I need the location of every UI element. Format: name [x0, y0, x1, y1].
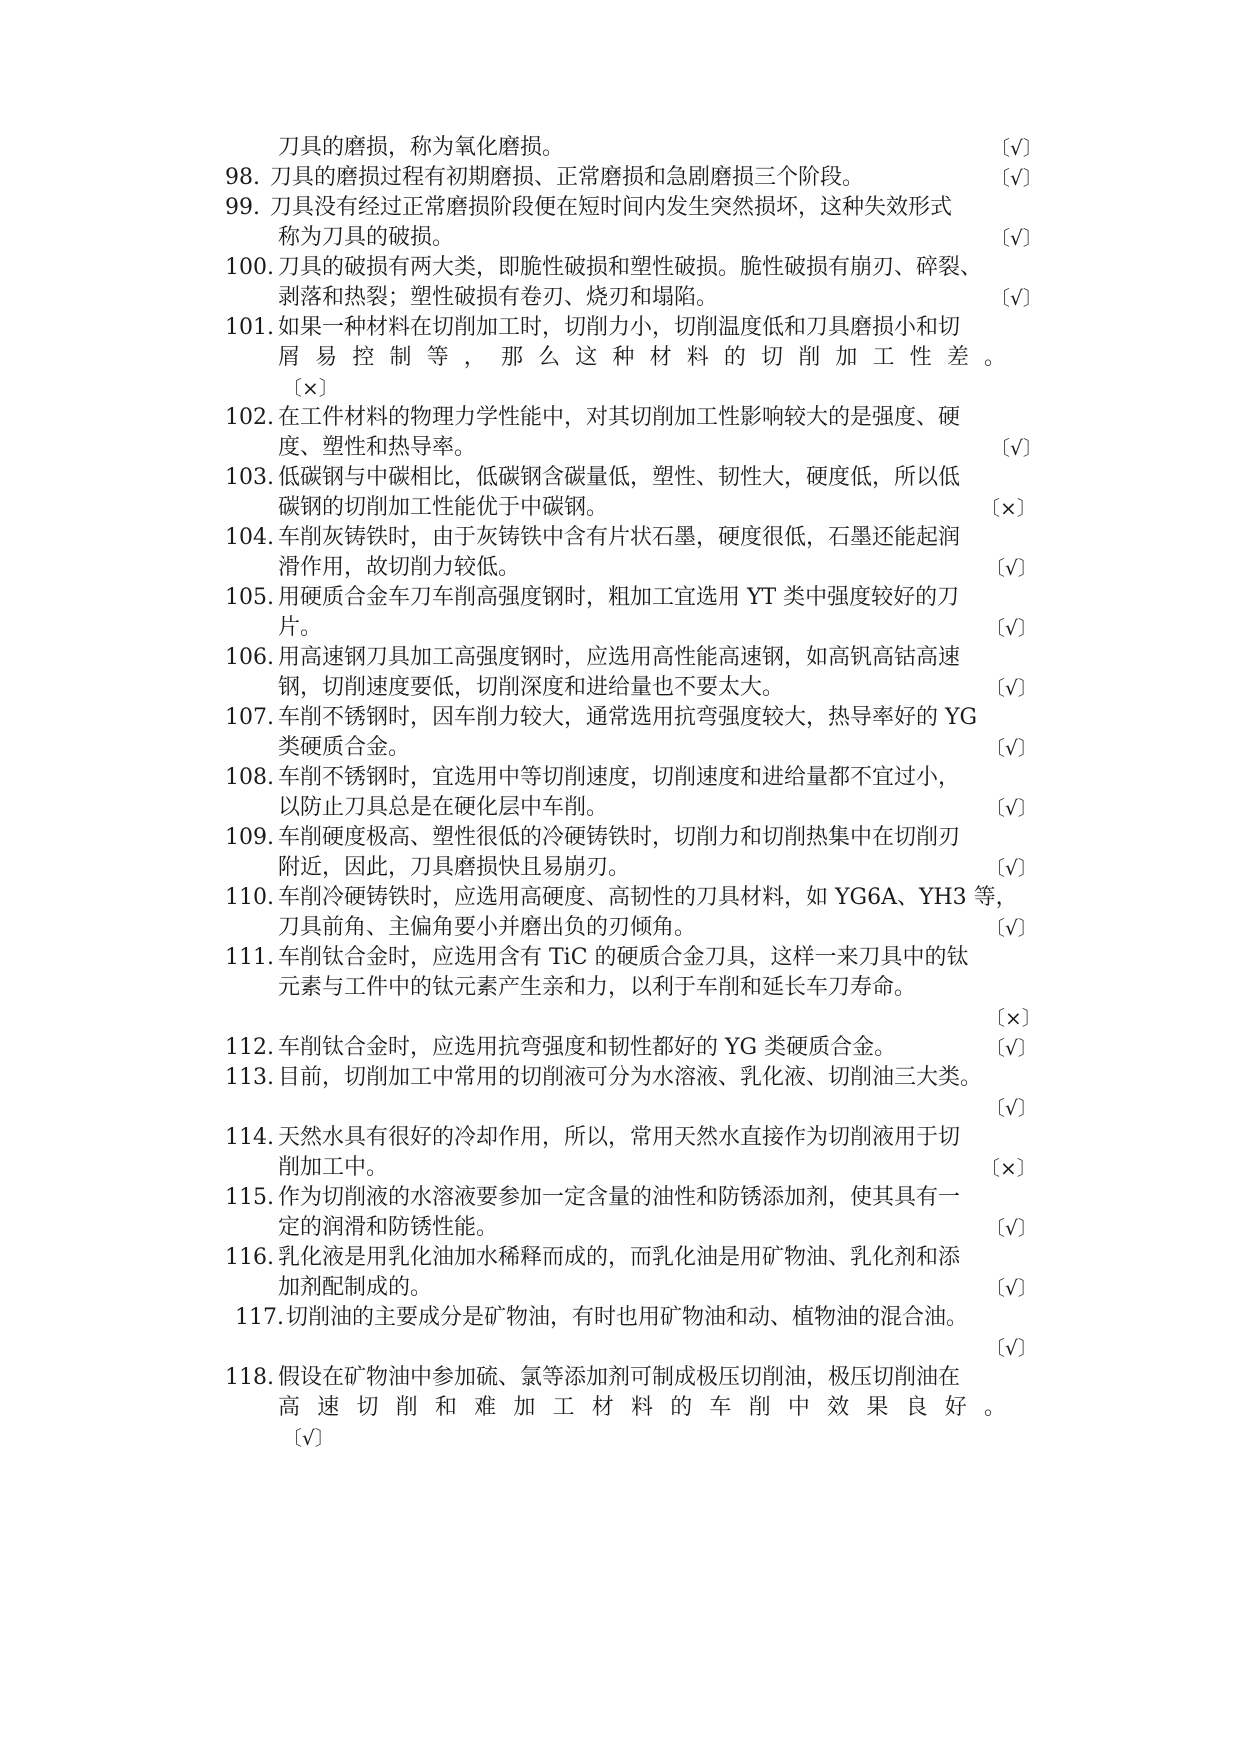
item-99-line-1: 刀具没有经过正常磨损阶段便在短时间内发生突然损坏，这种失效形式 — [270, 195, 953, 220]
item-113-answer: 〔√〕 — [985, 1096, 1038, 1120]
item-113-number: 113. — [225, 1065, 274, 1090]
item-98-number: 98. — [225, 165, 260, 190]
item-101-answer: 〔×〕 — [282, 376, 339, 400]
item-108-answer: 〔√〕 — [985, 796, 1038, 820]
item-108-number: 108. — [225, 765, 274, 790]
item-105-line-1: 用硬质合金车刀车削高强度钢时，粗加工宜选用 YT 类中强度较好的刀 — [278, 585, 960, 610]
item-114-number: 114. — [225, 1125, 274, 1150]
item-98-answer: 〔√〕 — [990, 166, 1043, 190]
item-107-line-2: 类硬质合金。 — [278, 735, 411, 760]
item-118-line-2: 高速切削和难加工材料的车削中效果良好。 — [278, 1395, 1006, 1420]
item-110-number: 110. — [225, 885, 274, 910]
item-110-line-1: 车削冷硬铸铁时，应选用高硬度、高韧性的刀具材料，如 YG6A、YH3 等， — [278, 885, 1018, 910]
item-99-line-2: 称为刀具的破损。 — [278, 225, 455, 250]
item-100-answer: 〔√〕 — [990, 286, 1043, 310]
item-99-answer: 〔√〕 — [990, 226, 1043, 250]
item-104-line-2: 滑作用，故切削力较低。 — [278, 555, 521, 580]
item-100-line-1: 刀具的破损有两大类，即脆性破损和塑性破损。脆性破损有崩刃、碎裂、 — [278, 255, 983, 280]
item-102-number: 102. — [225, 405, 274, 430]
item-108-line-2: 以防止刀具总是在硬化层中车削。 — [278, 795, 609, 820]
item-112-line-1: 车削钛合金时，应选用抗弯强度和韧性都好的 YG 类硬质合金。 — [278, 1035, 897, 1060]
item-104-number: 104. — [225, 525, 274, 550]
item-102-line-1: 在工件材料的物理力学性能中，对其切削加工性影响较大的是强度、硬 — [278, 405, 961, 430]
item-106-number: 106. — [225, 645, 274, 670]
item-101-number: 101. — [225, 315, 274, 340]
item-116-line-1: 乳化液是用乳化油加水稀释而成的，而乳化油是用矿物油、乳化剂和添 — [278, 1245, 961, 1270]
item-112-answer: 〔√〕 — [985, 1036, 1038, 1060]
item-111-answer: 〔×〕 — [985, 1006, 1042, 1030]
item-111-line-2: 元素与工件中的钛元素产生亲和力，以利于车削和延长车刀寿命。 — [278, 975, 917, 1000]
item-102-answer: 〔√〕 — [990, 436, 1043, 460]
item-114-line-1: 天然水具有很好的冷却作用，所以，常用天然水直接作为切削液用于切 — [278, 1125, 961, 1150]
item-109-line-1: 车削硬度极高、塑性很低的冷硬铸铁时，切削力和切削热集中在切削刃 — [278, 825, 961, 850]
item-110-answer: 〔√〕 — [985, 916, 1038, 940]
item-107-answer: 〔√〕 — [985, 736, 1038, 760]
item-117-number: 117. — [235, 1305, 284, 1330]
item-105-number: 105. — [225, 585, 274, 610]
item-116-line-2: 加剂配制成的。 — [278, 1275, 433, 1300]
item-103-number: 103. — [225, 465, 274, 490]
item-108-line-1: 车削不锈钢时，宜选用中等切削速度，切削速度和进给量都不宜过小， — [278, 765, 961, 790]
item-103-answer: 〔×〕 — [980, 496, 1037, 520]
item-105-line-2: 片。 — [278, 615, 323, 640]
item-97-line-2: 刀具的磨损，称为氧化磨损。 — [278, 135, 565, 160]
item-109-number: 109. — [225, 825, 274, 850]
item-118-number: 118. — [225, 1365, 274, 1390]
item-115-number: 115. — [225, 1185, 274, 1210]
item-100-line-2: 剥落和热裂；塑性破损有卷刃、烧刃和塌陷。 — [278, 285, 719, 310]
item-97-answer: 〔√〕 — [990, 136, 1043, 160]
item-105-answer: 〔√〕 — [985, 616, 1038, 640]
item-117-line-1: 切削油的主要成分是矿物油，有时也用矿物油和动、植物油的混合油。 — [286, 1305, 969, 1330]
item-109-line-2: 附近，因此，刀具磨损快且易崩刃。 — [278, 855, 631, 880]
item-106-line-2: 钢，切削速度要低，切削深度和进给量也不要太大。 — [278, 675, 785, 700]
item-112-number: 112. — [225, 1035, 274, 1060]
item-118-line-1: 假设在矿物油中参加硫、氯等添加剂可制成极压切削油，极压切削油在 — [278, 1365, 961, 1390]
item-99-number: 99. — [225, 195, 260, 220]
item-102-line-2: 度、塑性和热导率。 — [278, 435, 477, 460]
item-103-line-1: 低碳钢与中碳相比，低碳钢含碳量低，塑性、韧性大，硬度低，所以低 — [278, 465, 961, 490]
item-104-line-1: 车削灰铸铁时，由于灰铸铁中含有片状石墨，硬度很低，石墨还能起润 — [278, 525, 961, 550]
item-107-line-1: 车削不锈钢时，因车削力较大，通常选用抗弯强度较大，热导率好的 YG — [278, 705, 978, 730]
item-106-answer: 〔√〕 — [985, 676, 1038, 700]
item-115-answer: 〔√〕 — [985, 1216, 1038, 1240]
item-117-answer: 〔√〕 — [985, 1336, 1038, 1360]
item-104-answer: 〔√〕 — [985, 556, 1038, 580]
item-109-answer: 〔√〕 — [985, 856, 1038, 880]
item-114-answer: 〔×〕 — [980, 1156, 1037, 1180]
item-115-line-2: 定的润滑和防锈性能。 — [278, 1215, 499, 1240]
item-118-answer: 〔√〕 — [282, 1426, 335, 1450]
item-113-line-1: 目前，切削加工中常用的切削液可分为水溶液、乳化液、切削油三大类。 — [278, 1065, 983, 1090]
item-116-answer: 〔√〕 — [985, 1276, 1038, 1300]
item-103-line-2: 碳钢的切削加工性能优于中碳钢。 — [278, 495, 609, 520]
item-116-number: 116. — [225, 1245, 274, 1270]
item-106-line-1: 用高速钢刀具加工高强度钢时，应选用高性能高速钢，如高钒高钴高速 — [278, 645, 961, 670]
item-107-number: 107. — [225, 705, 274, 730]
item-98-line-1: 刀具的磨损过程有初期磨损、正常磨损和急剧磨损三个阶段。 — [270, 165, 865, 190]
item-114-line-2: 削加工中。 — [278, 1155, 389, 1180]
item-115-line-1: 作为切削液的水溶液要参加一定含量的油性和防锈添加剂，使其具有一 — [278, 1185, 961, 1210]
item-100-number: 100. — [225, 255, 274, 280]
item-110-line-2: 刀具前角、主偏角要小并磨出负的刃倾角。 — [278, 915, 697, 940]
item-111-number: 111. — [225, 945, 274, 970]
item-101-line-1: 如果一种材料在切削加工时，切削力小，切削温度低和刀具磨损小和切 — [278, 315, 961, 340]
item-111-line-1: 车削钛合金时，应选用含有 TiC 的硬质合金刀具，这样一来刀具中的钛 — [278, 945, 969, 970]
item-101-line-2: 屑易控制等，那么这种材料的切削加工性差。 — [278, 345, 1006, 370]
